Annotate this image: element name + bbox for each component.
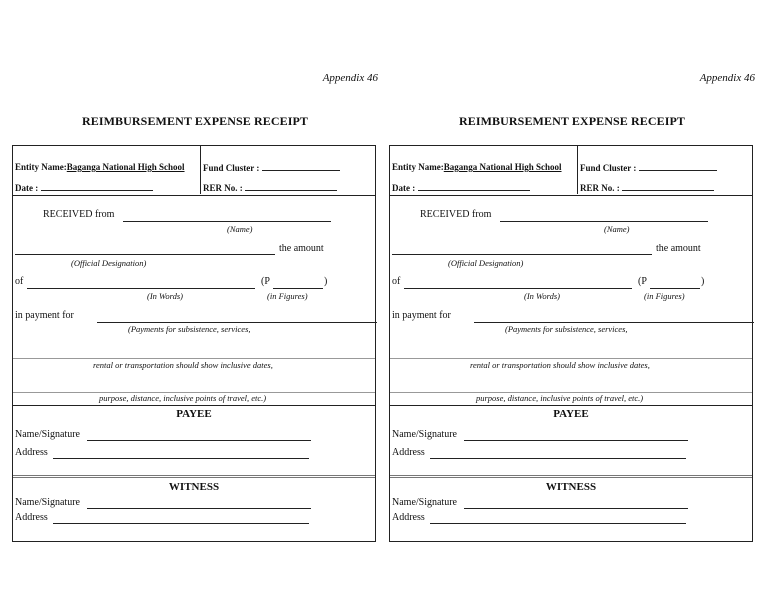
fund-cluster-input[interactable] — [262, 162, 340, 171]
name-caption: (Name) — [604, 224, 630, 234]
payee-name-signature-input[interactable] — [87, 440, 311, 441]
entity-name-field — [392, 162, 562, 172]
date-input[interactable] — [41, 182, 153, 191]
amount-in-figures-input[interactable] — [273, 288, 323, 289]
witness-title: WITNESS — [168, 481, 220, 493]
payment-for-input-1[interactable] — [97, 322, 377, 323]
receipt-right — [387, 0, 757, 594]
entity-name-label: Entity Name: — [392, 162, 444, 172]
payment-for-input-1[interactable] — [474, 322, 754, 323]
designation-input[interactable] — [15, 254, 275, 255]
rer-input[interactable] — [622, 182, 714, 191]
peso-close: ) — [324, 276, 328, 287]
payment-for-input-2[interactable] — [390, 358, 752, 359]
payments-caption-3: purpose, distance, inclusive points of travel, etc.) — [476, 393, 644, 403]
appendix-label: Appendix 46 — [699, 72, 755, 84]
payment-for-input-2[interactable] — [13, 358, 375, 359]
payments-caption-2: rental or transportation should show inclusive dates, — [93, 360, 273, 370]
witness-address-input[interactable] — [53, 523, 309, 524]
in-words-caption: (In Words) — [147, 291, 183, 301]
in-figures-caption: (in Figures) — [267, 291, 308, 301]
appendix-label: Appendix 46 — [322, 72, 378, 84]
fund-cluster-label: Fund Cluster : — [580, 163, 637, 173]
entity-name-field — [15, 162, 185, 172]
witness-separator — [390, 475, 752, 478]
witness-name-signature-label: Name/Signature — [15, 497, 80, 508]
witness-title: WITNESS — [545, 481, 597, 493]
peso-close: ) — [701, 276, 705, 287]
witness-name-signature-input[interactable] — [87, 508, 311, 509]
payments-caption-3: purpose, distance, inclusive points of travel, etc.) — [99, 393, 267, 403]
payee-address-label: Address — [392, 447, 425, 458]
receipt-title: REIMBURSEMENT EXPENSE RECEIPT — [458, 114, 686, 128]
fund-cluster-field — [580, 162, 717, 173]
witness-address-label: Address — [15, 512, 48, 523]
official-designation-caption: (Official Designation) — [71, 258, 147, 268]
name-caption: (Name) — [227, 224, 253, 234]
received-from-input[interactable] — [500, 221, 708, 222]
header-block — [13, 146, 375, 196]
received-from-label: RECEIVED from — [420, 209, 492, 220]
date-label: Date : — [15, 183, 39, 193]
payee-separator — [390, 405, 752, 406]
rer-field — [580, 182, 714, 193]
entity-name-value[interactable]: Baganga National High School — [443, 162, 562, 172]
payments-caption-2: rental or transportation should show inclusive dates, — [470, 360, 650, 370]
header-divider — [577, 146, 578, 194]
amount-in-words-input[interactable] — [404, 288, 632, 289]
witness-name-signature-label: Name/Signature — [392, 497, 457, 508]
rer-field — [203, 182, 337, 193]
date-label: Date : — [392, 183, 416, 193]
fund-cluster-input[interactable] — [639, 162, 717, 171]
witness-separator — [13, 475, 375, 478]
witness-address-label: Address — [392, 512, 425, 523]
received-from-input[interactable] — [123, 221, 331, 222]
payments-caption-1: (Payments for subsistence, services, — [128, 324, 251, 334]
witness-name-signature-input[interactable] — [464, 508, 688, 509]
received-from-label: RECEIVED from — [43, 209, 115, 220]
receipt-form — [12, 145, 376, 542]
date-input[interactable] — [418, 182, 530, 191]
receipt-title: REIMBURSEMENT EXPENSE RECEIPT — [81, 114, 309, 128]
designation-input[interactable] — [392, 254, 652, 255]
entity-name-value[interactable]: Baganga National High School — [66, 162, 185, 172]
payee-title: PAYEE — [176, 408, 212, 420]
peso-open: (P — [261, 276, 270, 287]
date-field — [15, 182, 153, 193]
header-divider — [200, 146, 201, 194]
in-words-caption: (In Words) — [524, 291, 560, 301]
in-figures-caption: (in Figures) — [644, 291, 685, 301]
payee-address-input[interactable] — [53, 458, 309, 459]
payments-caption-1: (Payments for subsistence, services, — [505, 324, 628, 334]
in-payment-for-label: in payment for — [392, 310, 451, 321]
payee-name-signature-label: Name/Signature — [392, 429, 457, 440]
amount-in-words-input[interactable] — [27, 288, 255, 289]
payee-address-input[interactable] — [430, 458, 686, 459]
the-amount-label: the amount — [656, 243, 701, 254]
payee-name-signature-input[interactable] — [464, 440, 688, 441]
receipt-left — [10, 0, 380, 594]
of-label: of — [392, 276, 401, 287]
receipt-form — [389, 145, 753, 542]
entity-name-label: Entity Name: — [15, 162, 67, 172]
payee-address-label: Address — [15, 447, 48, 458]
rer-label: RER No. : — [203, 183, 243, 193]
peso-open: (P — [638, 276, 647, 287]
of-label: of — [15, 276, 24, 287]
the-amount-label: the amount — [279, 243, 324, 254]
payee-name-signature-label: Name/Signature — [15, 429, 80, 440]
amount-in-figures-input[interactable] — [650, 288, 700, 289]
official-designation-caption: (Official Designation) — [448, 258, 524, 268]
header-block — [390, 146, 752, 196]
payee-title: PAYEE — [553, 408, 589, 420]
date-field — [392, 182, 530, 193]
witness-address-input[interactable] — [430, 523, 686, 524]
fund-cluster-label: Fund Cluster : — [203, 163, 260, 173]
payee-separator — [13, 405, 375, 406]
in-payment-for-label: in payment for — [15, 310, 74, 321]
fund-cluster-field — [203, 162, 340, 173]
rer-input[interactable] — [245, 182, 337, 191]
rer-label: RER No. : — [580, 183, 620, 193]
